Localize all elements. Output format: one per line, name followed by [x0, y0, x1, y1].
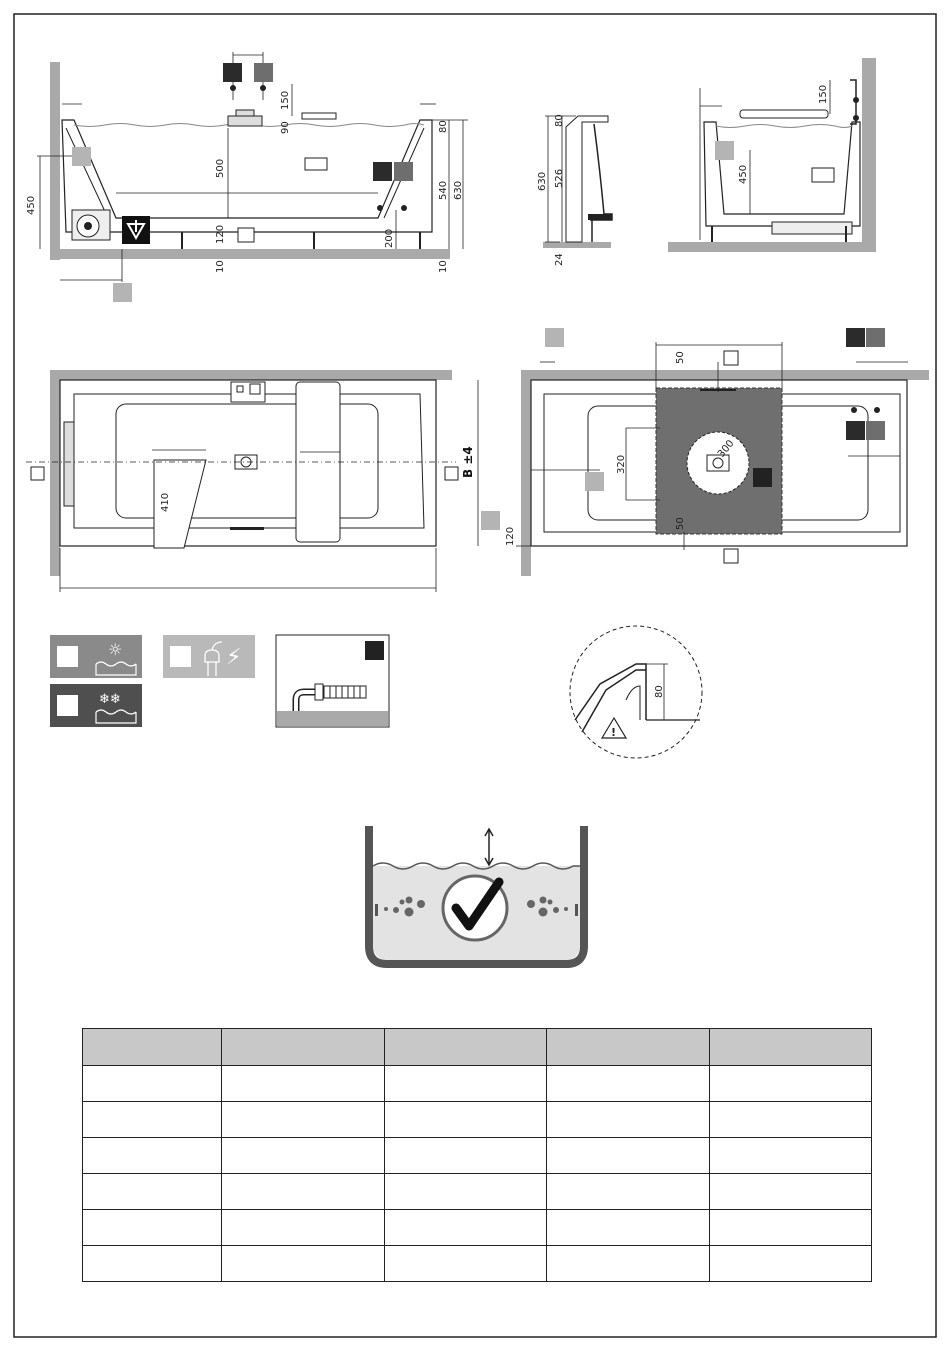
legend-cold-water [50, 684, 142, 727]
section-view [537, 114, 612, 266]
legend-power-supply [163, 635, 255, 678]
snowflake-icon: ❄❄ [99, 692, 121, 707]
table-cell [83, 1174, 222, 1210]
table-row [83, 1102, 872, 1138]
floor [50, 249, 450, 259]
table-cell [710, 1102, 872, 1138]
drain-marker-dark [373, 162, 392, 181]
table-header-cell [385, 1029, 547, 1066]
table-cell [710, 1246, 872, 1282]
table-cell [385, 1246, 547, 1282]
dim-side-depth: 450 [738, 164, 749, 184]
dim-cutout-margin-bottom: 50 [675, 517, 686, 530]
sun-icon: ☼ [108, 640, 123, 659]
dim-overflow-height: 120 [215, 224, 226, 244]
dim-cutout-side-offset: 120 [505, 526, 516, 546]
equipotential-bonding-icon [122, 216, 150, 244]
side-elevation-view [668, 58, 876, 252]
table-header-cell [547, 1029, 710, 1066]
table-cell [222, 1174, 385, 1210]
dim-side-offset-top: 150 [818, 84, 829, 104]
dim-cutout-margin-top: 50 [675, 351, 686, 364]
dim-cutout-diameter: 300 [715, 438, 737, 460]
dim-inner-depth: 500 [215, 158, 226, 178]
table-cell [710, 1066, 872, 1102]
table-cell [385, 1210, 547, 1246]
table-cell [385, 1102, 547, 1138]
table-row [83, 1210, 872, 1246]
table-cell [83, 1138, 222, 1174]
rim-detail-view [570, 626, 702, 758]
table-cell [83, 1210, 222, 1246]
dim-handrest-length: 410 [160, 492, 171, 512]
floor-marker [113, 283, 132, 302]
lightning-icon: ⚡ [226, 645, 242, 670]
table-cell [385, 1066, 547, 1102]
dim-cutout-height: 320 [616, 454, 627, 474]
plan-view [26, 370, 478, 592]
table-cell [83, 1246, 222, 1282]
dim-detail-rim-height: 80 [654, 685, 665, 698]
dim-section-inner: 526 [554, 168, 565, 188]
drain-marker-mid [394, 162, 413, 181]
dim-edge-height: 450 [26, 195, 37, 215]
table-cell [83, 1066, 222, 1102]
table-row [83, 1138, 872, 1174]
table-row [83, 1246, 872, 1282]
dim-section-floor: 24 [554, 253, 565, 266]
table-cell [547, 1066, 710, 1102]
table-cell [710, 1138, 872, 1174]
table-cell [710, 1210, 872, 1246]
front-elevation-view [26, 52, 468, 302]
table-header-row [83, 1029, 872, 1066]
table-cell [222, 1246, 385, 1282]
specification-table [82, 1028, 872, 1282]
table-header-cell [222, 1029, 385, 1066]
dim-drain-height: 200 [384, 228, 395, 248]
table-cell [83, 1102, 222, 1138]
dim-fitting-offset: 150 [280, 90, 291, 110]
table-header-cell [83, 1029, 222, 1066]
dim-rim-top: 80 [438, 120, 449, 133]
dim-floor-right: 10 [438, 260, 449, 273]
cold-water-marker [223, 63, 242, 82]
legend-warm-water [50, 635, 142, 678]
cutout-plan-view [481, 328, 929, 576]
dim-width-tolerance: B ±4 [461, 446, 475, 478]
dim-total-height: 630 [453, 180, 464, 200]
dim-tub-depth: 540 [438, 180, 449, 200]
table-cell [385, 1138, 547, 1174]
checkmark-icon [443, 876, 507, 940]
dim-floor-left: 10 [215, 260, 226, 273]
dim-section-rim: 80 [554, 114, 565, 127]
table-cell [222, 1138, 385, 1174]
table-row [83, 1066, 872, 1102]
svg-text:!: ! [611, 726, 617, 739]
table-cell [547, 1246, 710, 1282]
dim-rim-height: 90 [280, 121, 291, 134]
table-cell [710, 1174, 872, 1210]
table-cell [222, 1102, 385, 1138]
table-cell [547, 1102, 710, 1138]
table-cell [547, 1174, 710, 1210]
power-marker [72, 147, 91, 166]
table-cell [222, 1066, 385, 1102]
table-cell [547, 1210, 710, 1246]
legend-drain-connection [276, 635, 389, 727]
table-cell [222, 1210, 385, 1246]
water-level-check-illustration [369, 826, 584, 964]
dim-section-total: 630 [537, 171, 548, 191]
wall-left [50, 62, 60, 260]
table-row [83, 1174, 872, 1210]
warm-water-marker [254, 63, 273, 82]
table-cell [385, 1174, 547, 1210]
table-cell [547, 1138, 710, 1174]
table-header-cell [710, 1029, 872, 1066]
